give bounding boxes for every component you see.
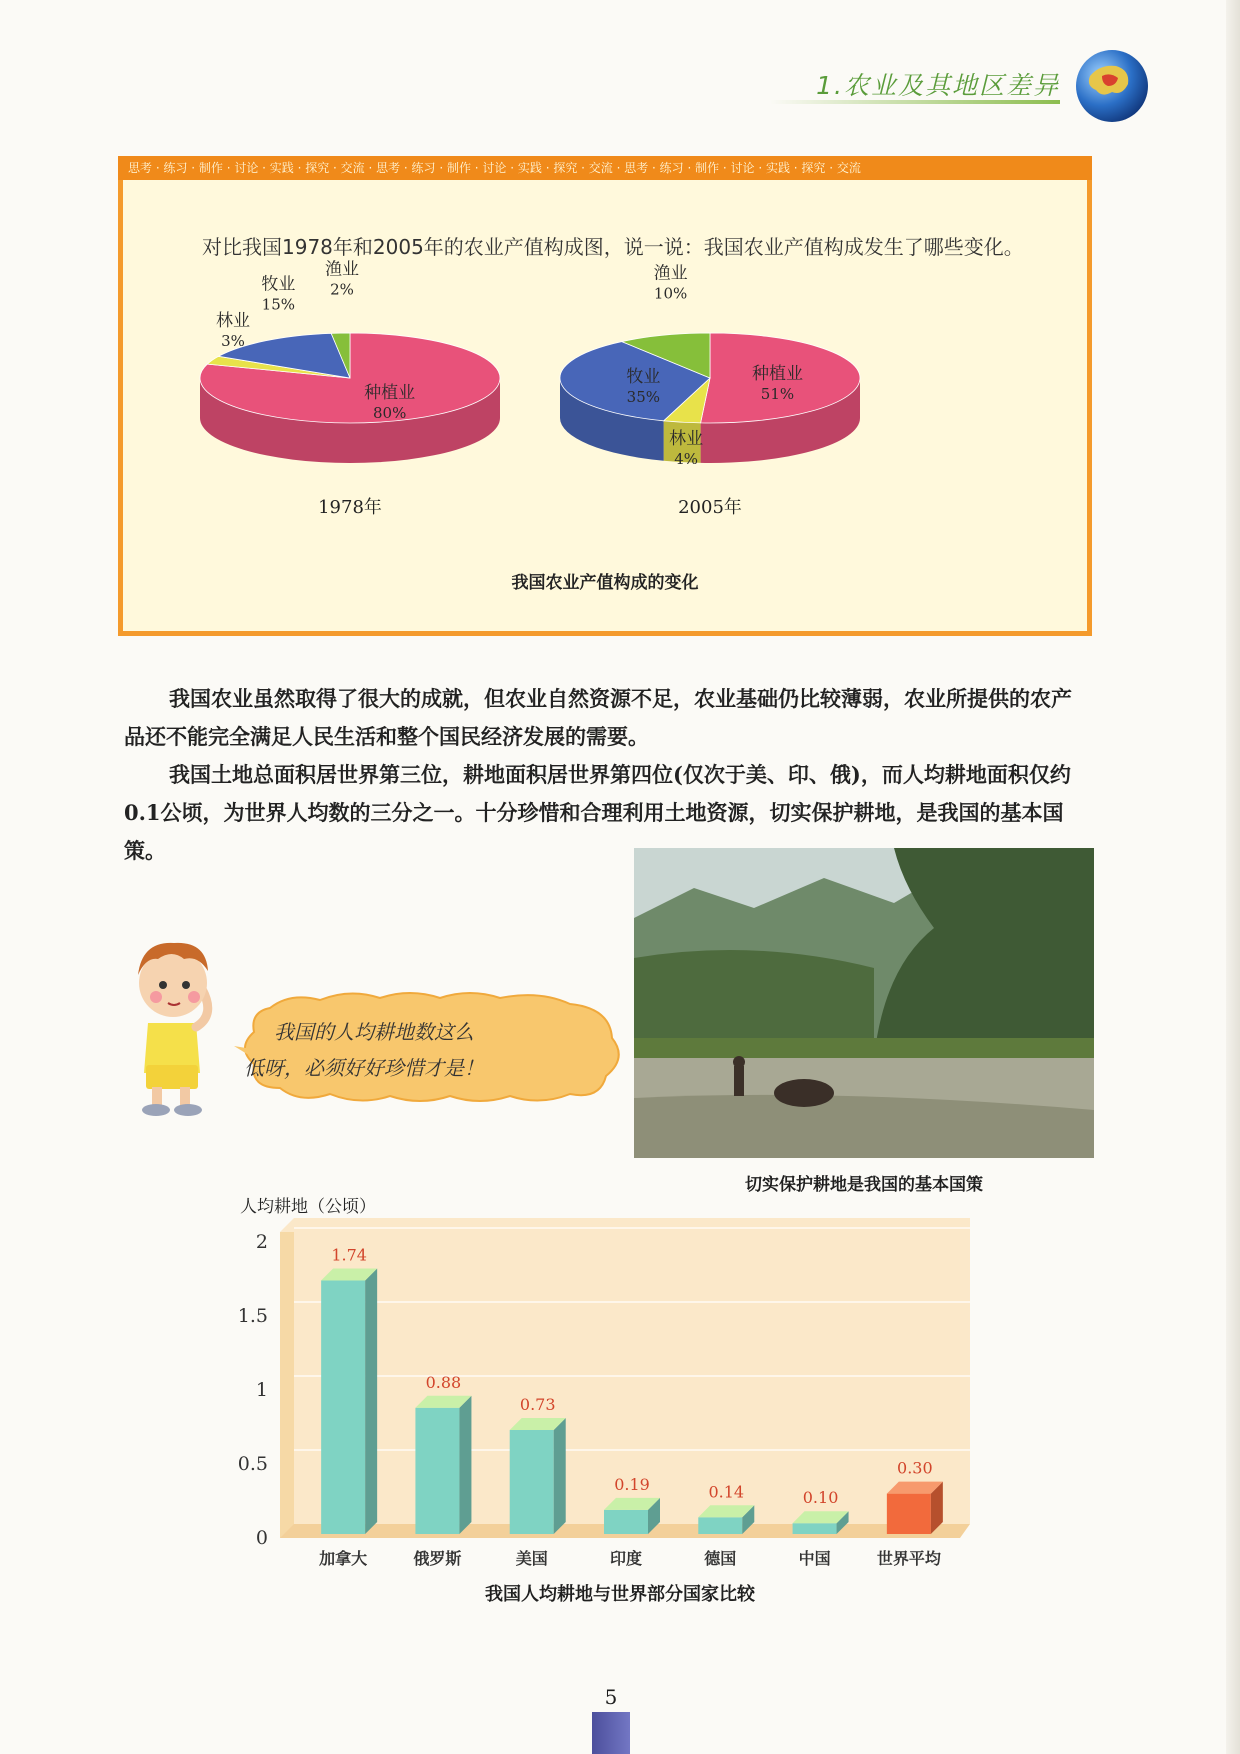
bar-value-label: 0.14 (708, 1482, 745, 1502)
pie-value-label: 4% (674, 449, 699, 468)
bar-value-label: 0.30 (897, 1458, 933, 1478)
page-edge (1226, 0, 1240, 1754)
y-tick-label: 0.5 (237, 1453, 268, 1475)
pie-caption: 我国农业产值构成的变化 (511, 573, 699, 593)
speech-line: 我国的人均耕地数这么 (274, 1020, 474, 1044)
pie-value-label: 80% (373, 404, 407, 423)
page-number: 5 (604, 1685, 618, 1709)
pie-category-label: 种植业 (751, 363, 803, 384)
pie-title: 1978年 (318, 497, 382, 518)
bar-value-label: 0.88 (425, 1372, 462, 1392)
x-tick-label: 德国 (704, 1549, 737, 1568)
bar-chart (220, 1190, 1020, 1570)
y-tick-label: 1.5 (237, 1305, 268, 1327)
speech-line: 低呀，必须好好珍惜才是！ (244, 1056, 484, 1080)
bar (319, 1245, 377, 1568)
bar-front (698, 1517, 742, 1534)
bar-value-label: 0.10 (802, 1488, 839, 1508)
bar-side (554, 1418, 566, 1534)
paragraph: 我国土地总面积居世界第三位，耕地面积居世界第四位(仅次于美、印、俄)，而人均耕地面积仅约0.1公顷，为世界人均数的三分之一。十分珍惜和合理利用土地资源，切实保护耕地，是我国的基本国策。 (124, 762, 1071, 863)
x-tick-label: 中国 (798, 1549, 831, 1568)
pie-value-label: 35% (626, 387, 661, 406)
pie-category-label: 渔业 (653, 263, 688, 284)
x-tick-label: 印度 (609, 1549, 643, 1568)
pie-category-label: 渔业 (324, 259, 359, 280)
bar-front (887, 1494, 931, 1534)
pie-title: 2005年 (678, 497, 742, 518)
bar-side (365, 1268, 377, 1534)
pie-value-label: 10% (653, 284, 688, 303)
plot-wall (280, 1232, 294, 1538)
bar-front (604, 1510, 648, 1534)
cartoon-boy-illustration (118, 905, 228, 1120)
farmland-photo (634, 848, 1094, 1158)
pie-value-label: 15% (261, 295, 296, 314)
pie-category-label: 种植业 (364, 383, 416, 404)
pie-value-label: 3% (221, 332, 245, 351)
y-tick-label: 1 (255, 1379, 268, 1401)
pie-category-label: 牧业 (626, 366, 661, 387)
paragraph: 我国农业虽然取得了很大的成就，但农业自然资源不足，农业基础仍比较薄弱，农业所提供的农产品还不能完全满足人民生活和整个国民经济发展的需要。 (124, 686, 1072, 749)
x-tick-label: 加拿大 (319, 1549, 368, 1568)
activity-strip: 思考 · 练习 · 制作 · 讨论 · 实践 · 探究 · 交流 · 思考 · 练习 · 制作 · 讨论 · 实践 · 探究 · 交流 · 思考 · 练习 · 制作 · 讨论 · 实践 · 探究 · 交流 (118, 156, 1092, 180)
bar-side (459, 1396, 471, 1534)
pie-category-label: 牧业 (261, 274, 296, 295)
bar-caption: 我国人均耕地与世界部分国家比较 (485, 1584, 755, 1605)
bar-front (793, 1523, 837, 1534)
pie-category-label: 林业 (215, 311, 250, 332)
speech-text (244, 1014, 604, 1086)
x-tick-label: 俄罗斯 (413, 1549, 462, 1568)
x-tick-label: 世界平均 (876, 1549, 941, 1568)
pie-category-label: 林业 (669, 428, 704, 449)
body-text (124, 680, 1092, 870)
bar-front (510, 1430, 554, 1534)
bar-value-label: 0.73 (519, 1394, 556, 1414)
x-tick-label: 美国 (515, 1549, 548, 1568)
header-rule (770, 100, 1060, 104)
pie-value-label: 2% (330, 280, 354, 299)
pie-value-label: 51% (760, 384, 795, 403)
photo-caption: 切实保护耕地是我国的基本国策 (745, 1175, 983, 1195)
y-tick-label: 0 (255, 1527, 268, 1549)
globe-icon (1072, 46, 1152, 126)
y-axis-label: 人均耕地（公顷） (240, 1197, 376, 1217)
y-tick-label: 2 (255, 1231, 268, 1253)
chapter-title: 1.农业及其地区差异 (816, 71, 1060, 100)
bar-front (415, 1408, 459, 1534)
pie-charts (200, 259, 980, 570)
page-tab (592, 1712, 630, 1754)
bar (413, 1373, 471, 1568)
bar-front (321, 1280, 365, 1534)
bar-value-label: 1.74 (331, 1245, 367, 1265)
activity-prompt: 对比我国1978年和2005年的农业产值构成图，说一说：我国农业产值构成发生了哪些变化。 (202, 235, 1024, 259)
bar-value-label: 0.19 (614, 1474, 650, 1494)
